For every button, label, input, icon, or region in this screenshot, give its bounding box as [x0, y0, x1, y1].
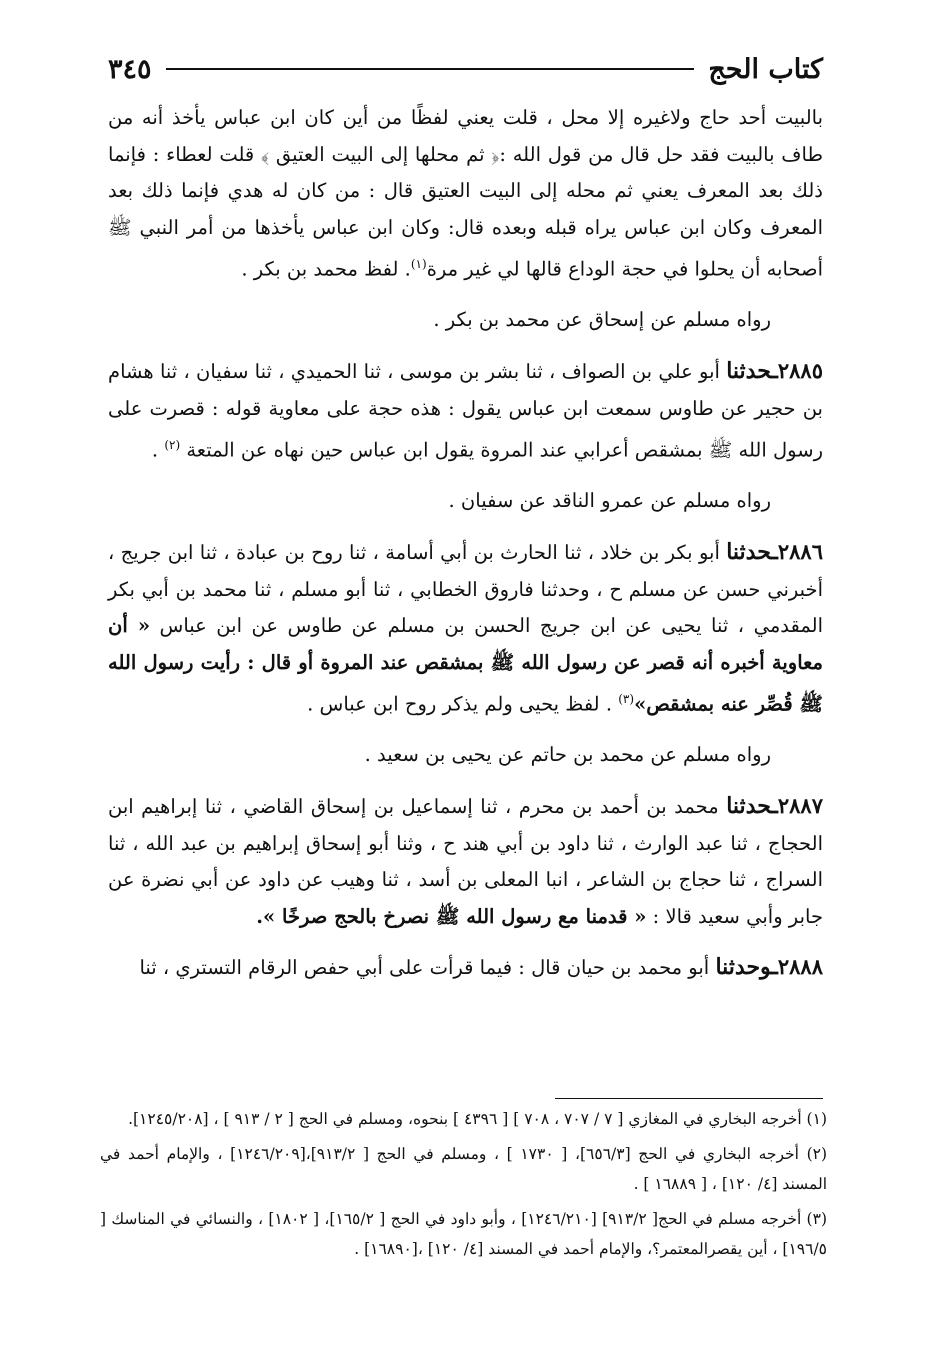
hadith-matn: « قدمنا مع رسول الله ﷺ نصرخ بالحج صرخًا ». — [256, 904, 647, 928]
hadith-2886 — [108, 534, 823, 723]
haddathana-word: ـحدثنا — [726, 793, 778, 819]
hadith-2885 — [108, 353, 823, 469]
continuation-text: بالبيت أحد حاج ولاغيره إلا محل ، قلت يعني لفظًا من أين كان ابن عباس يأخذ أنه من طاف بالبيت فقد حل قال من قول الله :﴿ ثم محلها إلى البيت العتيق ﴾ قلت لعطاء : فإنما ذلك بعد المعرف يعني ثم محله إلى البيت العتيق قال : من كان له هدي فإنما ذلك بعد المعرف وكان ابن عباس يراه قبله وبعده قال: وكان ابن عباس يأخذها من أمر النبي ﷺ أصحابه أن يحلوا في حجة الوداع قالها لي غير مرة — [108, 106, 823, 281]
hadith-text: أبو علي بن الصواف ، ثنا بشر بن موسى ، ثنا الحميدي ، ثنا سفيان ، ثنا هشام بن حجير عن طاوس سمعت ابن عباس يقول : هذه حجة على معاوية قوله : قصرت على رسول الله ﷺ بمشقص أعرابي عند المروة يقول ابن عباس حين نهاه عن المتعة — [108, 360, 823, 462]
haddathana-word: ـحدثنا — [726, 538, 778, 565]
hadith-2888 — [108, 949, 823, 987]
hadith-text: أبو محمد بن حيان قال : فيما قرأت على أبي حفص الرقام التستري ، ثنا — [139, 956, 710, 980]
hadith-text: أبو بكر بن خلاد ، ثنا الحارث بن أبي أسامة ، ثنا روح بن عبادة ، ثنا ابن جريج ، أخبرني حسن عن مسلم ح ، وحدثنا فاروق الخطابي ، ثنا أبو مسلم ، ثنا محمد بن أبي بكر المقدمي ، ثنا يحيى عن ابن جريج الحسن بن مسلم عن طاوس عن ابن عباس — [108, 540, 824, 638]
hadith-number: ٢٨٨٦ — [777, 538, 823, 564]
footnote-2: (٢) أخرجه البخاري في الحج [٦٥٦/٣]، [ ١٧٣٠ ] ، ومسلم في الحج [ ٩١٣/٢]،[١٢٤٦/٢٠٩] ، والإمام أحمد في المسند [٤/ ١٢٠] ، [ ١٦٨٨٩ ] . — [100, 1145, 828, 1193]
hadith-number: ٢٨٨٥ — [777, 358, 823, 384]
riwaya-line: رواه مسلم عن إسحاق عن محمد بن بكر . — [433, 308, 771, 332]
hadith-tail: . — [151, 438, 165, 462]
hadith-tail: . لفظ يحيى ولم يذكر روح ابن عباس . — [307, 692, 619, 716]
haddathana-word: ـحدثنا — [726, 358, 778, 385]
header-rule — [166, 68, 695, 70]
footnote-ref-3: (٣) — [618, 692, 635, 707]
footnote-ref-2: (٢) — [164, 438, 181, 453]
continuation-paragraph — [108, 100, 823, 288]
riwaya-line: رواه مسلم عن محمد بن حاتم عن يحيى بن سعيد . — [364, 743, 771, 767]
riwaya-line: رواه مسلم عن عمرو الناقد عن سفيان . — [448, 489, 771, 513]
haddathana-word: ـوحدثنا — [715, 954, 778, 981]
hadith-2887 — [108, 788, 823, 935]
page-number: ٣٤٥ — [108, 53, 152, 85]
continuation-tail: . لفظ محمد بن بكر . — [241, 257, 411, 281]
footnote-ref-1: (١) — [410, 257, 427, 272]
page-header — [108, 46, 823, 92]
footnotes — [100, 1104, 827, 1269]
hadith-matn: « أن معاوية أخبره أنه قصر عن رسول الله ﷺ بمشقص عند المروة أو قال : رأيت رسول الله ﷺ قُصِّر عنه بمشقص» — [108, 614, 823, 716]
footnote-3: (٣) أخرجه مسلم في الحج[ ٩١٣/٢] [١٢٤٦/٢١٠] ، وأبو داود في الحج [ ١٦٥/٢]، [ ١٨٠٢] ، والنسائي في المناسك [ ١٩٦/٥] ، أين يقصرالمعتمر؟، والإمام أحمد في المسند [٤/ ١٢٠] ،[١٦٨٩٠] . — [100, 1210, 827, 1258]
footnote-divider — [555, 1098, 823, 1099]
footnote-1: (١) أخرجه البخاري في المغازي [ ٧ / ٧٠٧ ، ٧٠٨ ] [ ٤٣٩٦ ] بنحوه، ومسلم في الحج [ ٢ / ٩١٣ ] ، [١٢٤٥/٢٠٨]. — [128, 1110, 827, 1128]
hadith-text: محمد بن أحمد بن محرم ، ثنا إسماعيل بن إسحاق القاضي ، ثنا إبراهيم ابن الحجاج ، ثنا عبد الوارث ، ثنا داود بن أبي هند ح ، وثنا أبو إسحاق إبراهيم بن عبد الله ، ثنا السراج ، ثنا حجاج بن الشاعر ، انبا المعلى بن أسد ، ثنا وهيب عن داود عن أبي نضرة عن جابر وأبي سعيد قالا : — [108, 795, 823, 928]
book-title: كتاب الحج — [708, 53, 823, 85]
hadith-number: ٢٨٨٨ — [777, 954, 823, 980]
hadith-number: ٢٨٨٧ — [777, 793, 823, 818]
